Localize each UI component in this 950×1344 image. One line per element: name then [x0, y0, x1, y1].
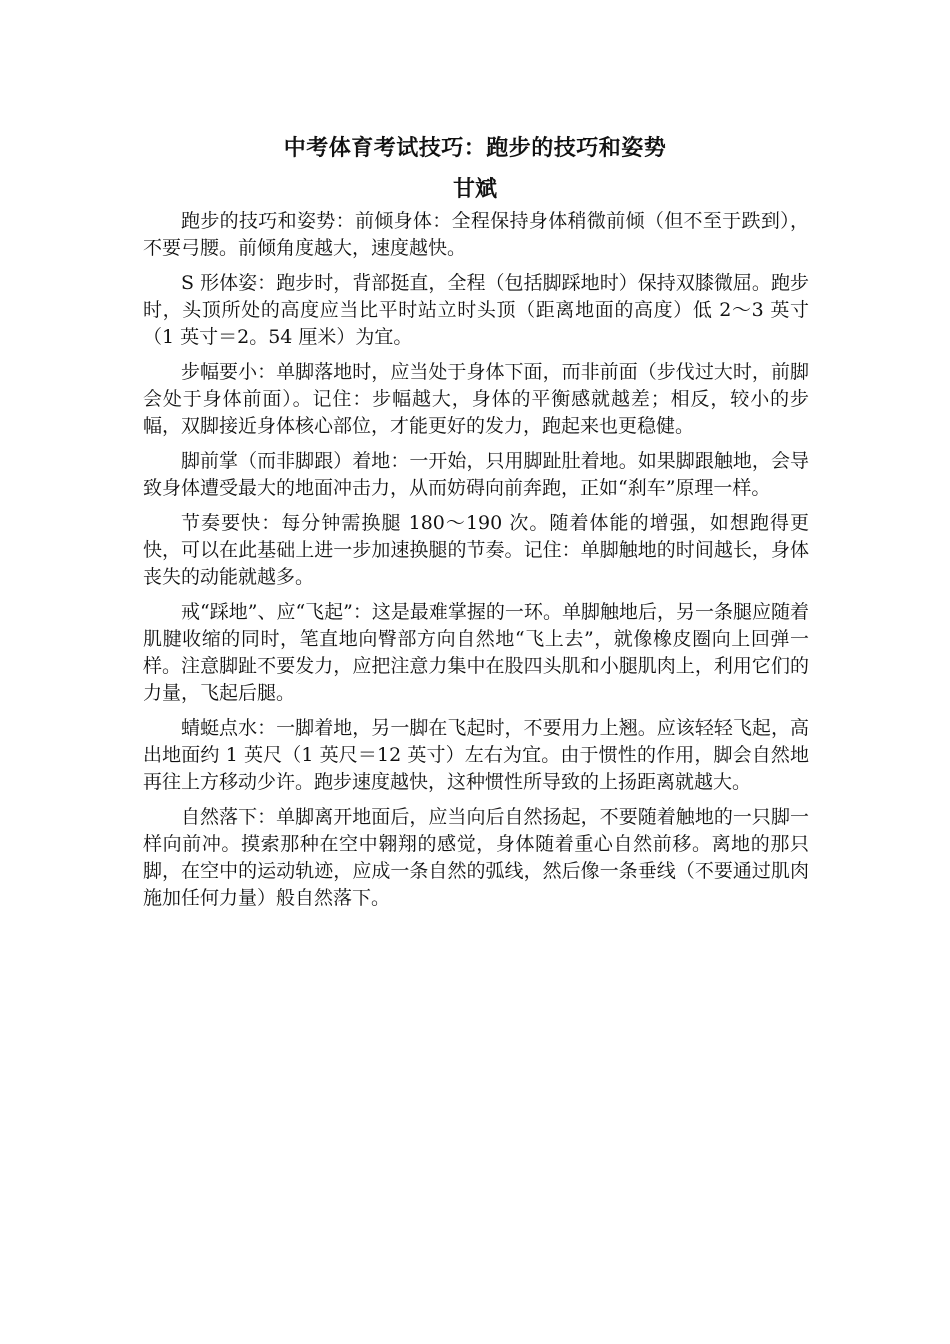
- paragraph-short-stride: 步幅要小：单脚落地时，应当处于身体下面，而非前面（步伐过大时，前脚会处于身体前面）。记住：步幅越大，身体的平衡感就越差；相反，较小的步幅，双脚接近身体核心部位，才能更好的发力，跑起来也更稳健。: [143, 361, 809, 437]
- paragraph-light-touch: 蜻蜓点水：一脚着地，另一脚在飞起时，不要用力上翘。应该轻轻飞起，高出地面约 1 英尺（1 英尺＝12 英寸）左右为宜。由于惯性的作用，脚会自然地再往上方移动少许。跑步速度越快，这种惯性所导致的上扬距离就越大。: [143, 717, 809, 793]
- paragraph-natural-fall: 自然落下：单脚离开地面后，应当向后自然扬起，不要随着触地的一只脚一样向前冲。摸索那种在空中翱翔的感觉，身体随着重心自然前移。离地的那只脚，在空中的运动轨迹，应成一条自然的弧线，然后像一条垂线（不要通过肌肉施加任何力量）般自然落下。: [143, 806, 809, 909]
- paragraph-lift-not-stomp: 戒“踩地”、应“飞起”：这是最难掌握的一环。单脚触地后，另一条腿应随着肌腱收缩的同时，笔直地向臀部方向自然地“飞上去”，就像橡皮圈向上回弹一样。注意脚趾不要发力，应把注意力集中在股四头肌和小腿肌肉上，利用它们的力量，飞起后腿。: [143, 601, 809, 704]
- document-author: 甘斌: [452, 176, 497, 202]
- document-title: 中考体育考试技巧：跑步的技巧和姿势: [283, 135, 667, 161]
- paragraph-forefoot-landing: 脚前掌（而非脚跟）着地：一开始，只用脚趾肚着地。如果脚跟触地，会导致身体遭受最大的地面冲击力，从而妨碍向前奔跑，正如“刹车”原理一样。: [143, 450, 809, 499]
- document-body: [143, 208, 809, 920]
- paragraph-s-posture: S 形体姿：跑步时，背部挺直，全程（包括脚踩地时）保持双膝微屈。跑步时，头顶所处的高度应当比平时站立时头顶（距离地面的高度）低 2～3 英寸（1 英寸＝2。54 厘米）为宜。: [143, 272, 809, 348]
- paragraph-fast-cadence: 节奏要快：每分钟需换腿 180～190 次。随着体能的增强，如想跑得更快，可以在此基础上进一步加速换腿的节奏。记住：单脚触地的时间越长，身体丧失的动能就越多。: [143, 512, 809, 588]
- paragraph-forward-lean: 跑步的技巧和姿势：前倾身体：全程保持身体稍微前倾（但不至于跌到），不要弓腰。前倾角度越大，速度越快。: [143, 210, 809, 259]
